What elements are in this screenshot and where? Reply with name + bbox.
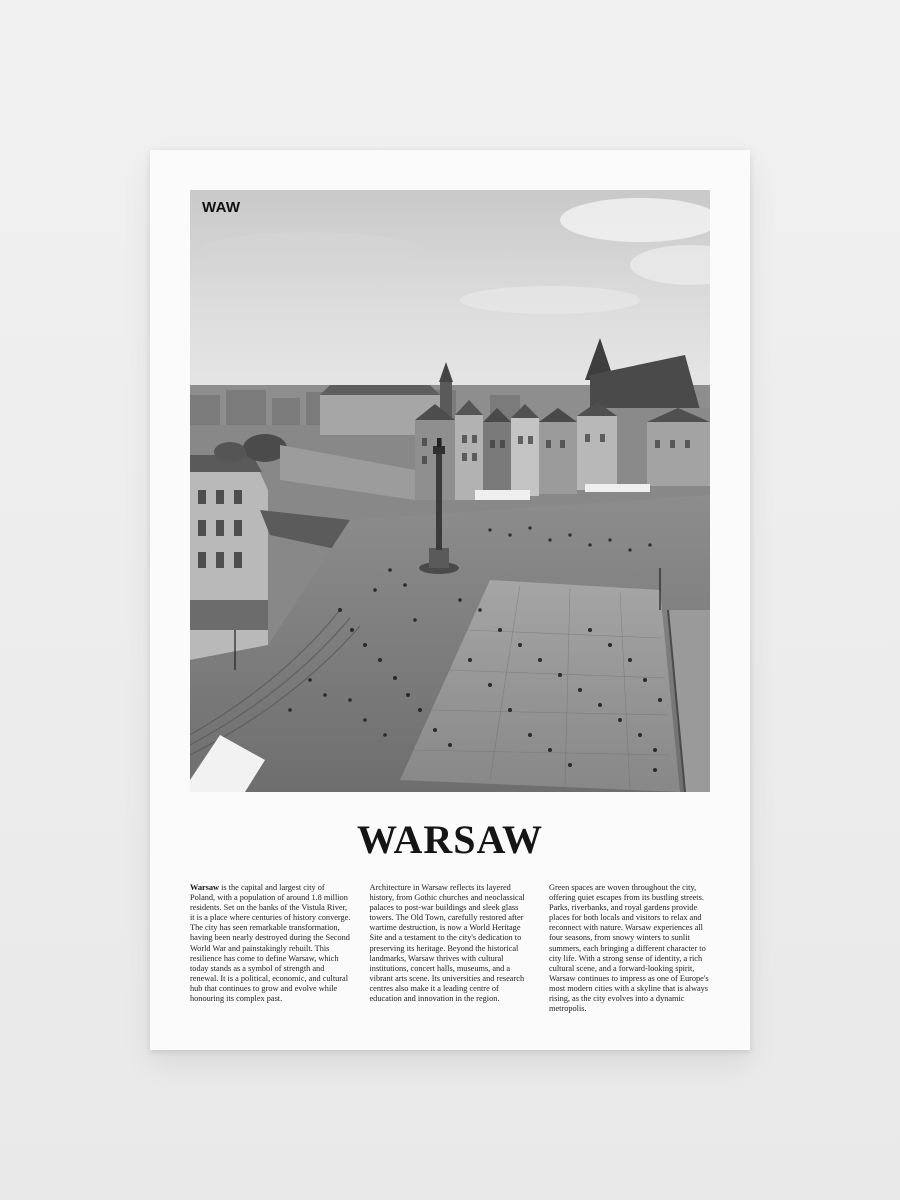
description-column-2 (370, 883, 531, 1014)
description-column-3 (549, 883, 710, 1014)
column-1-lead-word: Warsaw (190, 883, 220, 892)
description-columns (190, 883, 710, 1014)
description-column-1 (190, 883, 351, 1014)
city-title: WARSAW (356, 817, 544, 862)
column-2-text: Architecture in Warsaw reflects its layered history, from Gothic churches and neoclassical palaces to post-war buildings and sleek glass towers. The Old Town, carefully restored after wartime destruction, is now a World Heritage Site and a testament to the city's dedication to preserving its heritage. Beyond the historical landmarks, Warsaw thrives with cultural institutions, concert halls, museums, and a vibrant arts scene. Its universities and research centres also make it a leading centre of education and innovation in the region. (369, 883, 525, 1004)
castle-square-photo (190, 190, 710, 792)
old-town-square-illustration (190, 190, 710, 792)
poster-print (150, 150, 750, 1050)
column-3-text: Green spaces are woven throughout the city, offering quiet escapes from its bustling streets. Parks, riverbanks, and royal gardens provide places for both locals and visitors to relax and reconnect with nature. Warsaw experiences all four seasons, from snowy winters to sunlit summers, each bringing a different character to city life. With a strong sense of identity, a rich cultural scene, and a forward-looking spirit, Warsaw continues to impress as one of Europe's most modern cities with a skyline that is always rising, as the city evolves into a dynamic metropolis. (549, 883, 709, 1014)
city-code: WAW (202, 199, 241, 216)
column-1-text: is the capital and largest city of Poland, with a population of around 1.8 million residents. Set on the banks of the Vistula River, it is a place where centuries of history converge. The city has seen remarkable transformation, having been nearly destroyed during the Second World War and painstakingly rebuilt. This resilience has come to define Warsaw, which today stands as a symbol of strength and renewal. It is a political, economic, and cultural hub that continues to grow and evolve while honouring its complex past. (190, 883, 351, 1004)
